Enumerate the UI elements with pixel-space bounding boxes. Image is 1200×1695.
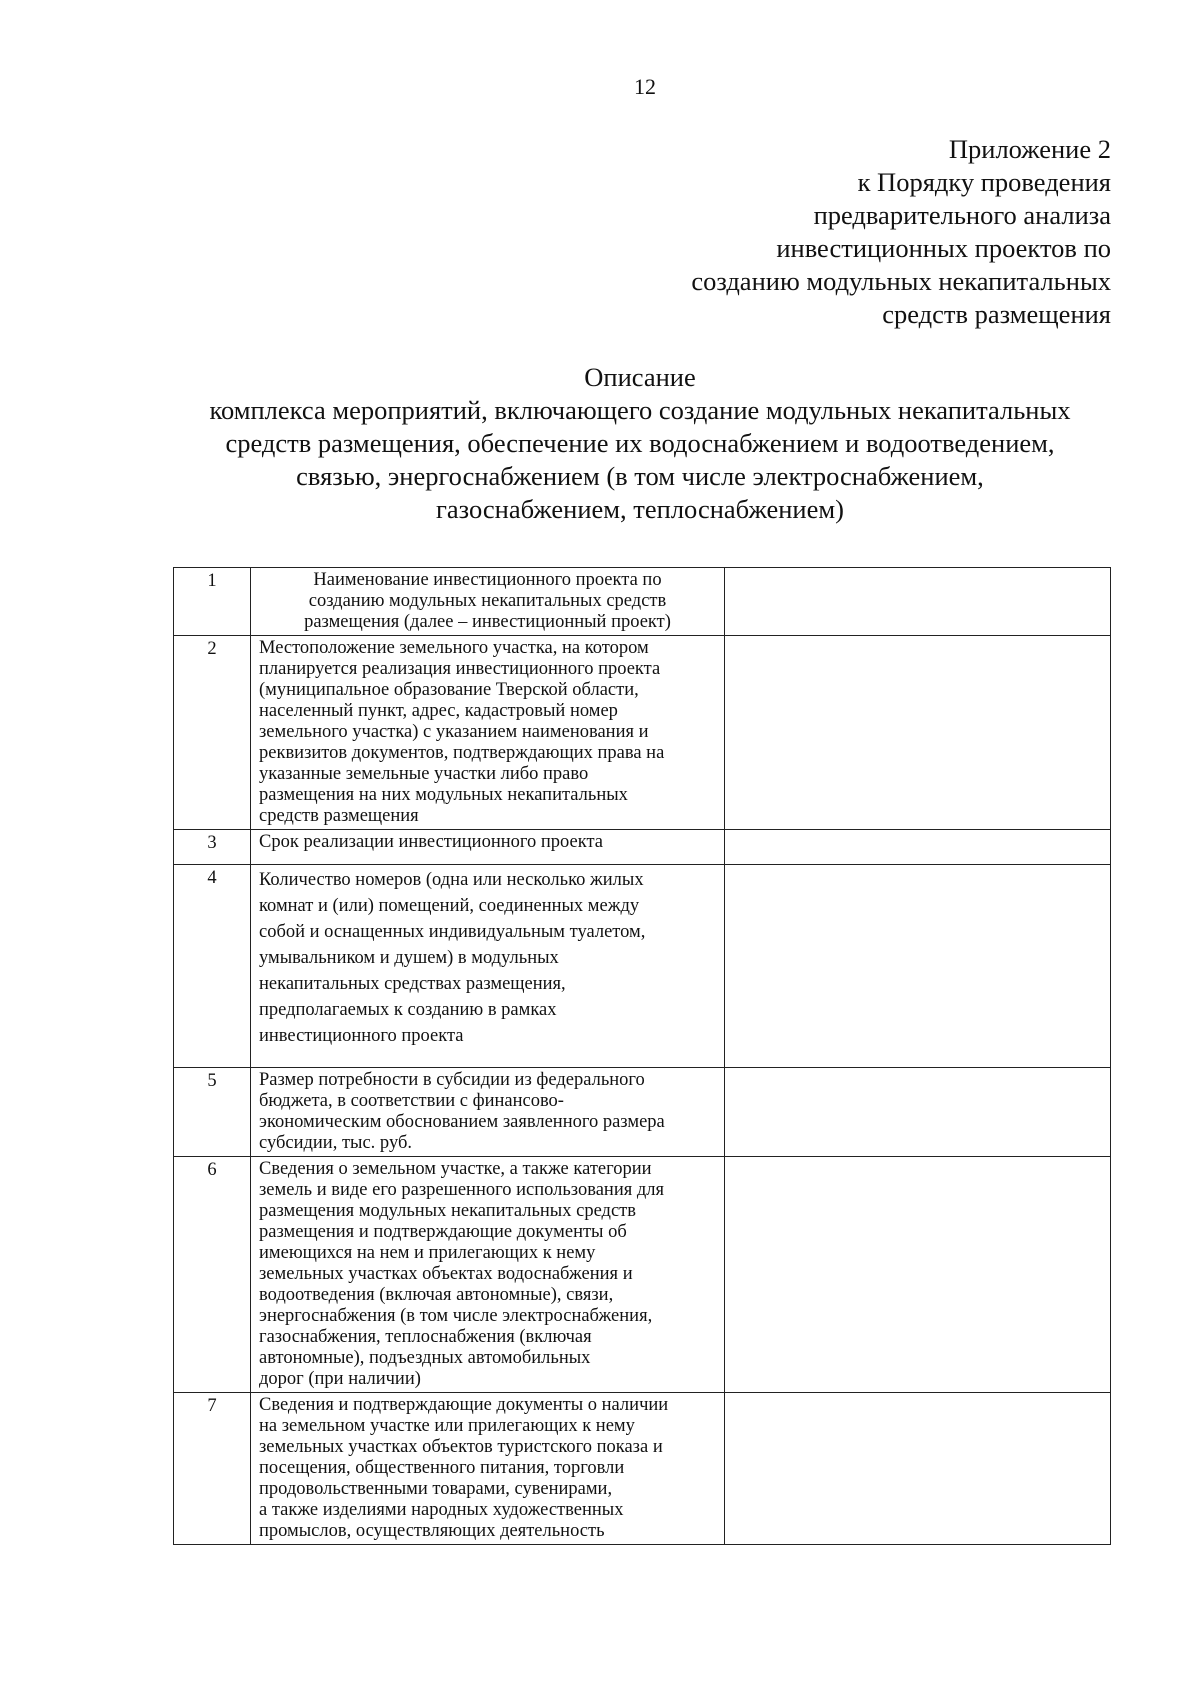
label-line: Срок реализации инвестиционного проекта bbox=[259, 832, 603, 852]
label-line: субсидии, тыс. руб. bbox=[259, 1133, 412, 1153]
label-line: размещения модульных некапитальных средств bbox=[259, 1201, 636, 1221]
row-label bbox=[251, 1068, 725, 1157]
title-line: связью, энергоснабжением (в том числе электроснабжением, bbox=[296, 461, 984, 491]
row-value-cell[interactable] bbox=[725, 1157, 1111, 1393]
label-line: размещения и подтверждающие документы об bbox=[259, 1222, 627, 1242]
label-line: а также изделиями народных художественных bbox=[259, 1500, 624, 1520]
row-number: 5 bbox=[174, 1068, 251, 1157]
row-label bbox=[251, 865, 725, 1068]
row-label bbox=[251, 568, 725, 636]
label-line: Сведения и подтверждающие документы о наличии bbox=[259, 1395, 669, 1415]
label-line: Местоположение земельного участка, на котором bbox=[259, 638, 649, 658]
label-line: посещения, общественного питания, торговли bbox=[259, 1458, 625, 1478]
row-value-cell[interactable] bbox=[725, 568, 1111, 636]
row-label bbox=[251, 636, 725, 830]
label-line: размещения (далее – инвестиционный проект) bbox=[304, 612, 671, 632]
appendix-line: предварительного анализа bbox=[813, 200, 1111, 230]
row-label bbox=[251, 1157, 725, 1393]
row-number: 3 bbox=[174, 830, 251, 865]
label-line: указанные земельные участки либо право bbox=[259, 764, 589, 784]
title-heading: Описание bbox=[584, 362, 696, 392]
label-line: продовольственными товарами, сувенирами, bbox=[259, 1479, 613, 1499]
label-line: предполагаемых к созданию в рамках bbox=[259, 1000, 557, 1020]
label-line: Размер потребности в субсидии из федерального bbox=[259, 1070, 645, 1090]
row-value-cell[interactable] bbox=[725, 865, 1111, 1068]
table-row bbox=[174, 865, 1111, 1068]
label-line: земельных участках объектах водоснабжения и bbox=[259, 1264, 633, 1284]
appendix-header bbox=[691, 133, 1111, 331]
row-number: 4 bbox=[174, 865, 251, 1068]
appendix-line: созданию модульных некапитальных bbox=[691, 266, 1111, 296]
label-line: земель и виде его разрешенного использования для bbox=[259, 1180, 665, 1200]
label-line: Наименование инвестиционного проекта по bbox=[313, 570, 662, 590]
label-line: промыслов, осуществляющих деятельность bbox=[259, 1521, 605, 1541]
row-value-cell[interactable] bbox=[725, 1393, 1111, 1545]
appendix-line: к Порядку проведения bbox=[857, 167, 1111, 197]
row-value-cell[interactable] bbox=[725, 830, 1111, 865]
row-value-cell[interactable] bbox=[725, 636, 1111, 830]
label-line: водоотведения (включая автономные), связи, bbox=[259, 1285, 614, 1305]
label-line: планируется реализация инвестиционного проекта bbox=[259, 659, 661, 679]
label-line: Количество номеров (одна или несколько жилых bbox=[259, 870, 644, 890]
row-label bbox=[251, 830, 725, 865]
label-line: экономическим обоснованием заявленного размера bbox=[259, 1112, 665, 1132]
row-number: 2 bbox=[174, 636, 251, 830]
row-label bbox=[251, 1393, 725, 1545]
row-number: 6 bbox=[174, 1157, 251, 1393]
label-line: (муниципальное образование Тверской области, bbox=[259, 680, 639, 700]
appendix-line: Приложение 2 bbox=[948, 134, 1111, 164]
label-line: земельного участка) с указанием наименования и bbox=[259, 722, 649, 742]
label-line: средств размещения bbox=[259, 806, 419, 826]
table-row bbox=[174, 1157, 1111, 1393]
row-number: 7 bbox=[174, 1393, 251, 1545]
title-line: средств размещения, обеспечение их водоснабжением и водоотведением, bbox=[225, 428, 1055, 458]
document-title bbox=[170, 361, 1110, 526]
label-line: на земельном участке или прилегающих к нему bbox=[259, 1416, 635, 1436]
row-value-cell[interactable] bbox=[725, 1068, 1111, 1157]
label-line: автономные), подъездных автомобильных bbox=[259, 1348, 591, 1368]
label-line: населенный пункт, адрес, кадастровый номер bbox=[259, 701, 618, 721]
page-number: 12 bbox=[634, 74, 656, 99]
label-line: бюджета, в соответствии с финансово- bbox=[259, 1091, 564, 1111]
label-line: инвестиционного проекта bbox=[259, 1026, 464, 1046]
appendix-line: инвестиционных проектов по bbox=[776, 233, 1111, 263]
label-line: размещения на них модульных некапитальных bbox=[259, 785, 628, 805]
title-line: газоснабжением, теплоснабжением) bbox=[436, 494, 844, 524]
label-line: Сведения о земельном участке, а также категории bbox=[259, 1159, 652, 1179]
title-line: комплекса мероприятий, включающего создание модульных некапитальных bbox=[209, 395, 1071, 425]
project-description-table bbox=[173, 567, 1111, 1545]
label-line: дорог (при наличии) bbox=[259, 1369, 421, 1389]
table-row bbox=[174, 830, 1111, 865]
row-number: 1 bbox=[174, 568, 251, 636]
label-line: газоснабжения, теплоснабжения (включая bbox=[259, 1327, 592, 1347]
appendix-line: средств размещения bbox=[882, 299, 1111, 329]
label-line: комнат и (или) помещений, соединенных между bbox=[259, 896, 640, 916]
label-line: земельных участках объектов туристского показа и bbox=[259, 1437, 663, 1457]
table-row bbox=[174, 1068, 1111, 1157]
label-line: реквизитов документов, подтверждающих права на bbox=[259, 743, 665, 763]
table-row bbox=[174, 1393, 1111, 1545]
label-line: собой и оснащенных индивидуальным туалетом, bbox=[259, 922, 646, 942]
label-line: энергоснабжения (в том числе электроснабжения, bbox=[259, 1306, 653, 1326]
label-line: созданию модульных некапитальных средств bbox=[308, 591, 667, 611]
label-line: некапитальных средствах размещения, bbox=[259, 974, 566, 994]
label-line: умывальником и душем) в модульных bbox=[259, 948, 559, 968]
table-row bbox=[174, 568, 1111, 636]
label-line: имеющихся на нем и прилегающих к нему bbox=[259, 1243, 596, 1263]
table-row bbox=[174, 636, 1111, 830]
